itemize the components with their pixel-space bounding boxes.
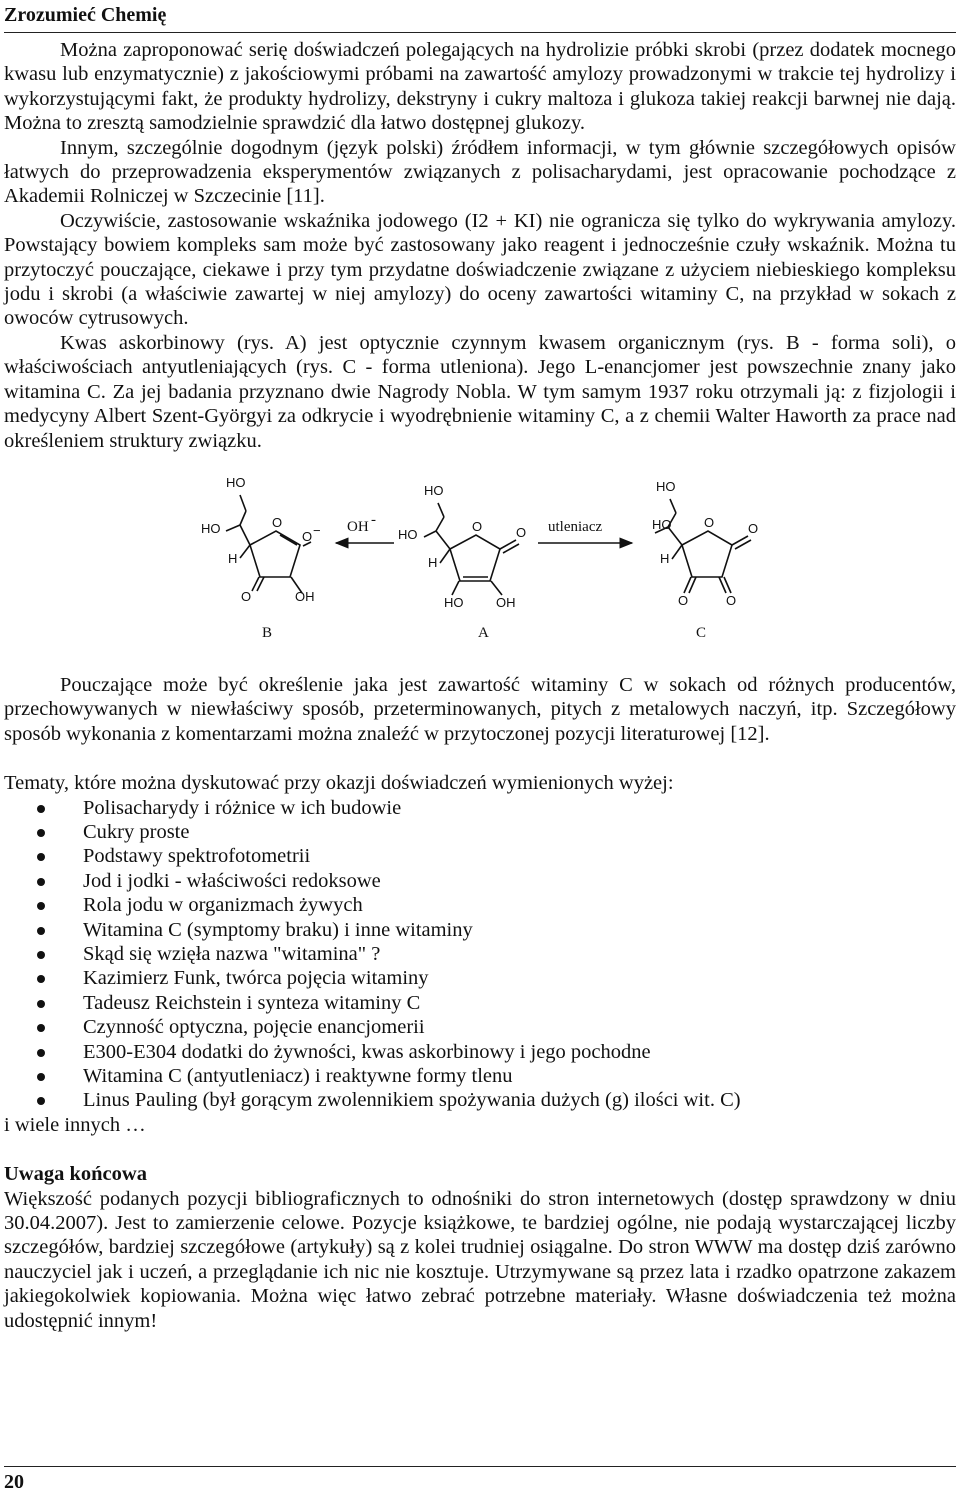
paragraph-sources: Innym, szczególnie dogodnym (język polski) źródłem informacji, w tym głównie szczegółowych opisów łatwych do przeprowadzenia eksperymentów związanych z polisacharydami, jest opracowanie pochodzące z Akademii Rolniczej w Szczecinie [11].	[4, 136, 956, 208]
label-o: O	[516, 524, 527, 540]
label-oh: OH	[295, 588, 315, 604]
paragraph-hydrolysis: Można zaproponować serię doświadczeń polegających na hydrolizie próbki skrobi (przez dodatek mocnego kwasu lub enzymatycznie) z jakościowymi próbami na zawartość amylozy prowadzonymi w trakcie tej hydrolizy i wykorzystującymi fakt, że produkty hydrolizy, dekstryny i cukry maltoza i glukoza takiej reakcji barwnej nie dają. Można to zresztą samodzielnie sprawdzić dla łatwo dostępnej glukozy.	[4, 39, 956, 135]
list-item-text: Czynność optyczna, pojęcie enancjomerii	[83, 1016, 425, 1039]
paragraph-iodine-indicator: Oczywiście, zastosowanie wskaźnika jodowego (I2 + KI) nie ogranicza się tylko do wykrywania amylozy. Powstający bowiem kompleks sam może być zastosowany jako reagent i jednocześnie czuły wskaźnik. Można tu przytoczyć pouczające, ciekawe i przy tym przydatne doświadczenie związane z użyciem niebieskiego kompleksu jodu i skrobi (a właściwie zawartej w niej amylozy) do oceny zawartości witaminy C, na przykład w sokach z owoców cytrusowych.	[4, 209, 956, 330]
label-ho: HO	[444, 594, 464, 610]
label-ho: HO	[424, 482, 444, 498]
label-o: O	[726, 592, 737, 608]
final-remark-section	[4, 1162, 956, 1333]
page-footer	[4, 1466, 956, 1494]
label-ho: HO	[201, 520, 221, 536]
label-o: O	[472, 518, 483, 534]
arrow-oh	[336, 512, 394, 543]
label-oh: OH	[496, 594, 516, 610]
label-o: O	[678, 592, 689, 608]
list-item-text: Linus Pauling (był gorącym zwolennikiem spożywania dużych (g) ilości wit. C)	[83, 1089, 741, 1112]
topics-lead: Tematy, które można dyskutować przy okazji doświadczeń wymienionych wyżej:	[4, 772, 674, 795]
arrow-oh-superscript: -	[371, 511, 376, 528]
header-title: Zrozumieć Chemię	[4, 4, 167, 26]
caption-b: B	[262, 624, 273, 641]
list-item-text: Kazimierz Funk, twórca pojęcia witaminy	[83, 967, 429, 990]
molecule-b	[226, 495, 311, 593]
label-h: H	[428, 554, 438, 570]
list-item	[4, 893, 956, 917]
list-item	[4, 991, 956, 1015]
page-number: 20	[4, 1471, 24, 1493]
bullet-icon	[37, 1049, 45, 1057]
bullet-icon	[37, 951, 45, 959]
molecule-c	[655, 499, 751, 593]
label-o-minus: O	[302, 528, 313, 544]
bullet-icon	[37, 878, 45, 886]
bullet-icon	[37, 927, 45, 935]
bullet-icon	[37, 1097, 45, 1105]
running-header	[4, 2, 956, 33]
label-ho: HO	[398, 526, 418, 542]
list-item	[4, 796, 956, 820]
arrow-oxidant-label: utleniacz	[548, 518, 603, 535]
bullet-icon	[37, 975, 45, 983]
list-item-text: Skąd się wzięła nazwa "witamina" ?	[83, 942, 381, 965]
arrow-oh-label: OH	[347, 518, 369, 535]
list-item	[4, 1088, 956, 1112]
label-ho: HO	[226, 474, 246, 490]
list-item	[4, 966, 956, 990]
list-item-text: Rola jodu w organizmach żywych	[83, 894, 363, 917]
label-o: O	[748, 520, 759, 536]
label-ho: HO	[652, 516, 672, 532]
label-o: O	[704, 514, 715, 530]
label-h: H	[660, 550, 670, 566]
label-ho: HO	[656, 478, 676, 494]
topics-section	[4, 771, 956, 1137]
list-item-text: Witamina C (symptomy braku) i inne witaminy	[83, 918, 473, 941]
topics-more: i wiele innych …	[4, 1113, 146, 1136]
topic-list	[4, 796, 956, 1113]
caption-c: C	[696, 624, 707, 641]
page-content	[4, 38, 956, 1333]
bullet-icon	[37, 1000, 45, 1008]
label-o: O	[241, 588, 252, 604]
list-item-text: Tadeusz Reichstein i synteza witaminy C	[83, 991, 421, 1014]
molecule-a	[424, 503, 519, 595]
list-item-text: Podstawy spektrofotometrii	[83, 845, 311, 868]
list-item-text: Polisacharydy i różnice w ich budowie	[83, 796, 402, 819]
bullet-icon	[37, 829, 45, 837]
bullet-icon	[37, 1073, 45, 1081]
minus-sign: −	[313, 522, 321, 538]
bullet-icon	[37, 805, 45, 813]
list-item	[4, 869, 956, 893]
list-item	[4, 1064, 956, 1088]
list-item	[4, 942, 956, 966]
list-item-text: E300-E304 dodatki do żywności, kwas askorbinowy i jego pochodne	[83, 1040, 651, 1063]
label-o: O	[272, 514, 283, 530]
bullet-icon	[37, 1024, 45, 1032]
list-item-text: Jod i jodki - właściwości redoksowe	[83, 869, 381, 892]
list-item-text: Cukry proste	[83, 820, 190, 843]
list-item-text: Witamina C (antyutleniacz) i reaktywne formy tlenu	[83, 1065, 513, 1087]
label-h: H	[228, 550, 238, 566]
final-remark-text: Większość podanych pozycji bibliograficznych to odnośniki do stron internetowych (dostęp sprawdzony w dniu 30.04.2007). Jest to zamierzenie celowe. Pozycje książkowe, te bardziej ogólne, nie podają wystarczającej liczby szczegółów, bardziej szczegółowe (artykuły) są z kolei trudniej osiągalne. Do stron WWW ma dostęp dziś zarówno nauczyciel jak i uczeń, a przeglądanie ich nic nie kosztuje. Utrzymywane są przez lata i rzadko opatrzone zakazem jakiegokolwiek kopiowania. Można więc łatwo zebrać potrzebne materiały. Własne doświadczenia też można udostępnić innym!	[4, 1187, 956, 1332]
caption-a: A	[478, 624, 489, 641]
ascorbic-acid-figure	[4, 473, 956, 649]
list-item	[4, 844, 956, 868]
bullet-icon	[37, 853, 45, 861]
list-item	[4, 820, 956, 844]
paragraph-vitamin-c-content: Pouczające może być określenie jaka jest zawartość witaminy C w sokach od różnych producentów, przechowywanych w niewłaściwy sposób, przeterminowanych, pitych z metalowych naczyń, itp. Szczegółowy sposób wykonania z komentarzami można znaleźć w przytoczonej pozycji literaturowej [12].	[4, 673, 956, 745]
bullet-icon	[37, 902, 45, 910]
structural-formulas-diagram	[4, 473, 956, 649]
arrow-oxidant	[538, 519, 632, 543]
final-remark-title: Uwaga końcowa	[4, 1163, 147, 1186]
list-item	[4, 918, 956, 942]
paragraph-ascorbic-acid: Kwas askorbinowy (rys. A) jest optycznie czynnym kwasem organicznym (rys. B - forma soli), o właściwościach antyutleniających (rys. C - forma utleniona). Jego L-enancjomer jest powszechnie znany jako witamina C. Za jej badania przyznano dwie Nagrody Nobla. W tym samym 1937 roku otrzymali ją: z fizjologii i medycyny Albert Szent-Györgyi za odkrycie i wyodrębnienie witaminy C, a z chemii Walter Haworth za prace nad określeniem struktury związku.	[4, 331, 956, 452]
list-item	[4, 1015, 956, 1039]
list-item	[4, 1040, 956, 1064]
